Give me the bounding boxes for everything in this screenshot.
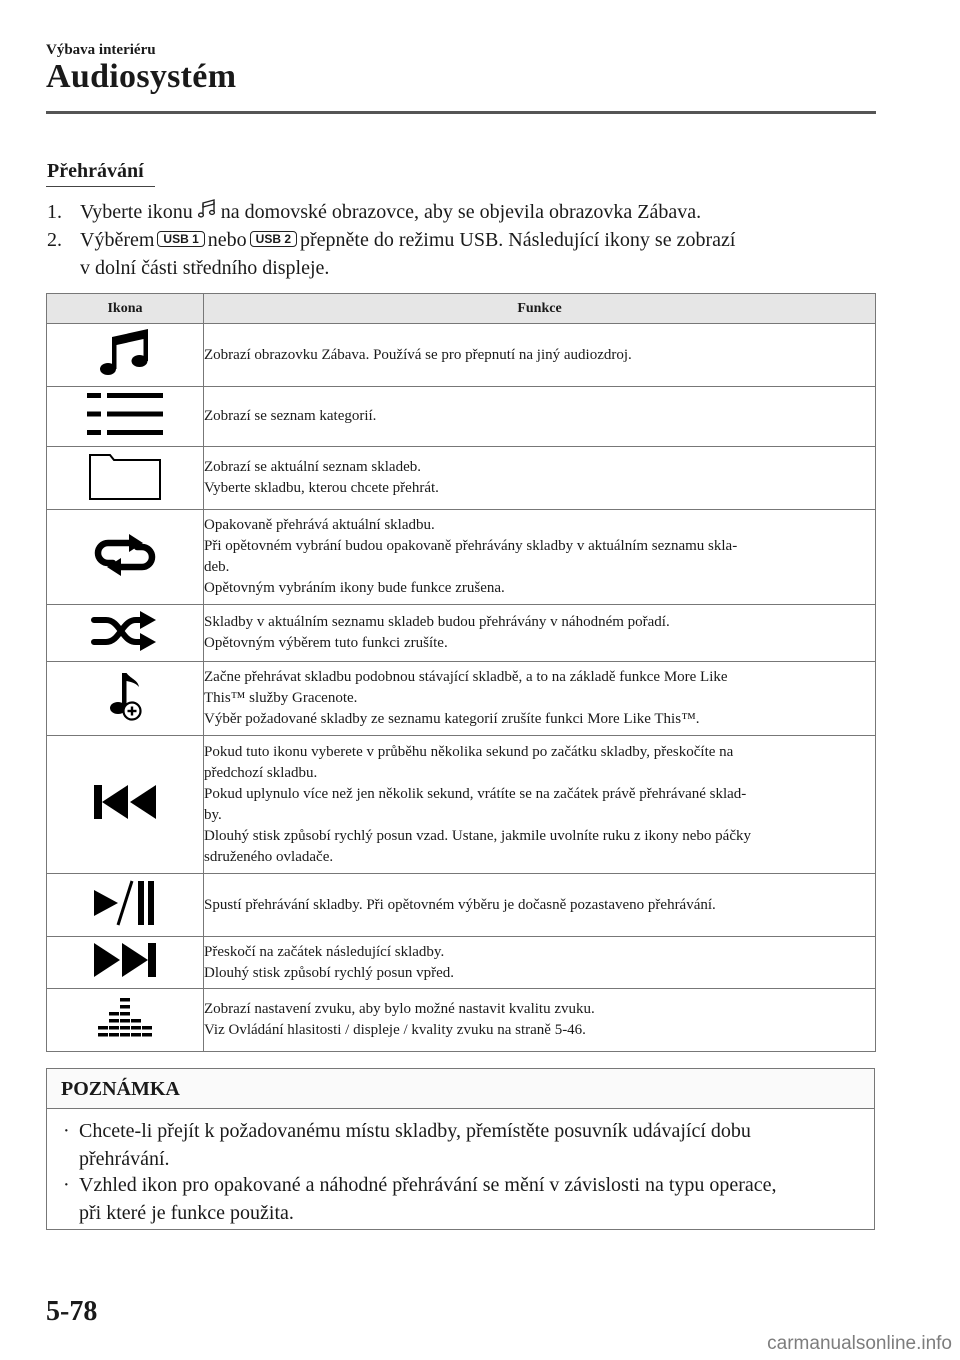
note-bullet — [61, 1117, 861, 1173]
function-line: by. — [204, 806, 222, 823]
icon-cell — [47, 447, 204, 510]
function-line: Opakovaně přehrává aktuální skladbu. — [204, 517, 435, 533]
table-row — [47, 937, 876, 989]
page-number: 5-78 — [46, 1296, 98, 1327]
category-list-icon — [85, 391, 165, 442]
function-cell — [204, 662, 876, 736]
function-line: deb. — [204, 559, 230, 575]
icon-function-table — [46, 293, 876, 1052]
icon-cell — [47, 324, 204, 387]
page-title: Audiosystém — [46, 58, 237, 95]
column-header-icon: Ikona — [47, 294, 204, 324]
function-line: Skladby v aktuálním seznamu skladeb budou přehrávány v náhodném pořadí. — [204, 614, 670, 630]
table-row — [47, 874, 876, 937]
step-2-text-between: nebo — [207, 229, 247, 251]
function-cell — [204, 387, 876, 447]
music-note-icon — [198, 199, 216, 227]
step-1-text-after: na domovské obrazovce, aby se objevila obrazovka Zábava. — [220, 201, 702, 223]
next-track-icon — [92, 940, 158, 985]
function-cell — [204, 324, 876, 387]
icon-cell — [47, 387, 204, 447]
shuffle-icon — [90, 609, 160, 658]
note-bullet-line: Vzhled ikon pro opakované a náhodné přehrávání se mění v závislosti na typu operace, — [79, 1174, 777, 1196]
table-row — [47, 662, 876, 736]
function-line: Viz Ovládání hlasitosti / displeje / kvality zvuku na straně 5-46. — [204, 1022, 586, 1038]
function-line: Začne přehrávat skladbu podobnou stávající skladbě, a to na základě funkce More Like — [204, 669, 728, 685]
note-bullet-line: Chcete-li přejít k požadovanému místu skladby, přemístěte posuvník udávající dobu — [79, 1120, 751, 1142]
sound-settings-icon — [97, 996, 153, 1045]
repeat-icon — [91, 532, 159, 583]
icon-cell — [47, 605, 204, 662]
note-box — [46, 1068, 875, 1230]
column-header-function: Funkce — [204, 294, 876, 324]
step-2-number: 2. — [47, 229, 62, 251]
function-cell — [204, 874, 876, 937]
function-line: Při opětovném vybrání budou opakovaně přehrávány skladby v aktuálním seznamu skla- — [204, 538, 738, 554]
step-2 — [47, 226, 735, 254]
function-line: předchozí skladbu. — [204, 764, 318, 781]
usb2-icon: USB 2 — [250, 231, 297, 247]
function-cell — [204, 989, 876, 1052]
table-row — [47, 387, 876, 447]
function-cell — [204, 447, 876, 510]
function-line: Opětovným výběrem tuto funkci zrušíte. — [204, 635, 448, 651]
play-pause-icon — [92, 877, 158, 934]
function-cell — [204, 736, 876, 874]
function-line: Pokud uplynulo více než jen několik sekund, vrátíte se na začátek právě přehrávané sklad- — [204, 785, 747, 802]
function-line: Zobrazí se seznam kategorií. — [204, 408, 377, 424]
function-line: Pokud tuto ikonu vyberete v průběhu několika sekund po začátku skladby, přeskočíte na — [204, 743, 734, 760]
function-cell — [204, 510, 876, 605]
table-row — [47, 736, 876, 874]
function-line: Opětovným vybráním ikony bude funkce zrušena. — [204, 580, 505, 596]
step-2-continuation: v dolní části středního displeje. — [80, 257, 330, 279]
step-1 — [47, 198, 701, 227]
previous-track-icon — [92, 782, 158, 827]
function-line: This™ služby Gracenote. — [204, 690, 358, 706]
function-line: Zobrazí nastavení zvuku, aby bylo možné nastavit kvalitu zvuku. — [204, 1001, 595, 1017]
table-row — [47, 605, 876, 662]
playback-heading-underline — [46, 186, 155, 187]
usb1-icon: USB 1 — [157, 231, 204, 247]
music-note-icon — [92, 327, 158, 384]
playback-heading: Přehrávání — [47, 160, 144, 182]
step-1-number: 1. — [47, 201, 62, 223]
function-line: Zobrazí obrazovku Zábava. Používá se pro přepnutí na jiný audiozdroj. — [204, 346, 632, 363]
folder-icon — [88, 451, 162, 506]
icon-cell — [47, 874, 204, 937]
function-cell — [204, 605, 876, 662]
table-row — [47, 447, 876, 510]
function-line: sdruženého ovladače. — [204, 848, 334, 865]
watermark: carmanualsonline.info — [767, 1333, 952, 1354]
table-row — [47, 510, 876, 605]
more-like-this-icon — [105, 671, 145, 726]
section-label: Výbava interiéru — [46, 42, 156, 58]
table-row — [47, 324, 876, 387]
table-header-row — [47, 294, 876, 324]
icon-cell — [47, 989, 204, 1052]
function-line: Výběr požadované skladby ze seznamu kategorií zrušíte funkci More Like This™. — [204, 711, 700, 727]
step-2-text-after: přepněte do režimu USB. Následující ikony se zobrazí — [300, 229, 736, 251]
table-row — [47, 989, 876, 1052]
title-divider — [46, 111, 876, 114]
icon-cell — [47, 736, 204, 874]
bullet-dot: · — [63, 1174, 70, 1196]
function-line: Spustí přehrávání skladby. Při opětovném výběru je dočasně pozastaveno přehrávání. — [204, 896, 716, 913]
note-bullet-line: přehrávání. — [79, 1148, 170, 1170]
note-header — [47, 1069, 874, 1109]
note-bullet-line: při které je funkce použita. — [79, 1202, 294, 1224]
note-bullet — [61, 1171, 861, 1227]
bullet-dot: · — [63, 1120, 70, 1142]
function-cell — [204, 937, 876, 989]
function-line: Dlouhý stisk způsobí rychlý posun vpřed. — [204, 964, 454, 981]
note-title: POZNÁMKA — [61, 1078, 180, 1100]
icon-cell — [47, 510, 204, 605]
step-1-text-before: Vyberte ikonu — [80, 201, 193, 223]
step-2-text-before: Výběrem — [80, 229, 155, 251]
function-line: Dlouhý stisk způsobí rychlý posun vzad. Ustane, jakmile uvolníte ruku z ikony nebo páčky — [204, 827, 751, 844]
icon-cell — [47, 937, 204, 989]
function-line: Přeskočí na začátek následující skladby. — [204, 943, 445, 960]
function-line: Vyberte skladbu, kterou chcete přehrát. — [204, 480, 439, 496]
icon-cell — [47, 662, 204, 736]
function-line: Zobrazí se aktuální seznam skladeb. — [204, 459, 422, 475]
